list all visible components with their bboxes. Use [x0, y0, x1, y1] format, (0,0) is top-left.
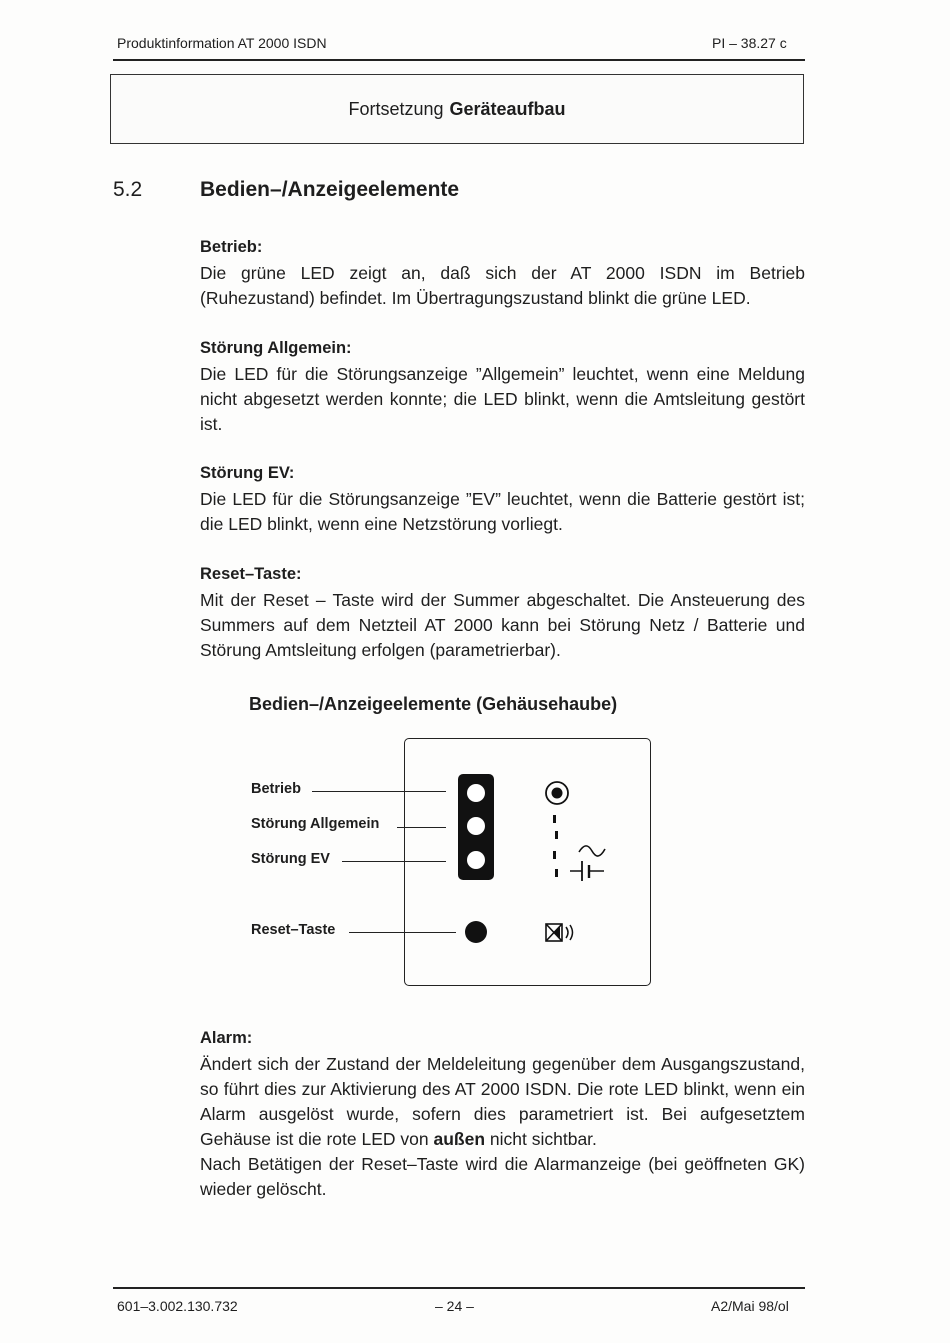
mute-speaker-icon — [543, 920, 579, 946]
label-betrieb: Betrieb — [251, 781, 304, 797]
block-reset-taste — [200, 562, 805, 663]
footer-doc-number: 601–3.002.130.732 — [117, 1298, 238, 1314]
block-text: Die grüne LED zeigt an, daß sich der AT 2000 ISDN im Betrieb (Ruhezustand) befindet. Im Übertragungszustand blinkt die grüne LED. — [200, 263, 805, 308]
block-heading: Reset–Taste: — [200, 565, 302, 583]
alarm-text-part2: nicht sichtbar. — [489, 1129, 597, 1149]
block-heading: Störung Allgemein: — [200, 339, 352, 357]
block-heading: Betrieb: — [200, 238, 263, 256]
header-title: Produktinformation AT 2000 ISDN — [117, 35, 327, 51]
figure-title: Bedien–/Anzeigeelemente (Gehäusehaube) — [249, 694, 618, 714]
block-stoerung-ev — [200, 461, 805, 537]
led-stoerung-allgemein — [467, 817, 485, 835]
footer-rule — [113, 1287, 805, 1289]
section-title: Bedien–/Anzeigeelemente — [200, 178, 460, 201]
label-stoerung-allgemein: Störung Allgemein — [251, 816, 382, 832]
header-rule — [113, 59, 805, 61]
continuation-banner — [110, 74, 804, 144]
block-text: Die LED für die Störungsanzeige ”EV” leuchtet, wenn die Batterie gestört ist; die LED blinkt, wenn eine Netzstörung vorliegt. — [200, 489, 805, 534]
battery-icon — [568, 858, 608, 884]
block-text: Mit der Reset – Taste wird der Summer abgeschaltet. Die Ansteuerung des Summers auf dem Netzteil AT 2000 kann bei Störung Netz / Batterie und Störung Amtsleitung erfolgen (parametrierbar). — [200, 590, 805, 660]
ac-power-icon — [576, 843, 608, 859]
section-number: 5.2 — [113, 178, 143, 201]
block-heading: Störung EV: — [200, 464, 295, 482]
page-number: – 24 – — [435, 1298, 474, 1314]
led-strip — [458, 774, 494, 880]
block-stoerung-allgemein — [200, 336, 805, 437]
led-betrieb — [467, 784, 485, 802]
operation-symbol-icon — [542, 778, 572, 808]
alarm-text-part1: Ändert sich der Zustand der Meldeleitung gegenüber dem Ausgangszustand, so führt dies zur Aktivierung des AT 2000 ISDN. Die rote LED blinkt, wenn ein Alarm ausgelöst wurde, sofern dies parametriert ist. Bei aufgesetztem Gehäuse ist die rote LED von — [200, 1054, 805, 1149]
housing-cover-panel — [404, 738, 651, 986]
banner-title: Geräteaufbau — [449, 98, 566, 119]
alarm-text-emphasis: außen — [433, 1129, 486, 1149]
banner-prefix: Fortsetzung — [348, 98, 444, 119]
alarm-text-reset: Nach Betätigen der Reset–Taste wird die Alarmanzeige (bei geöffneten GK) wieder gelöscht. — [200, 1154, 805, 1199]
alarm-text — [200, 1052, 805, 1152]
footer-revision: A2/Mai 98/ol — [711, 1298, 789, 1314]
block-alarm — [200, 1026, 805, 1202]
document-id: PI – 38.27 c — [712, 35, 787, 51]
block-text: Die LED für die Störungsanzeige ”Allgemein” leuchtet, wenn eine Meldung nicht abgesetzt werden konnte; die LED blinkt, wenn die Amtsleitung gestört ist. — [200, 364, 805, 434]
dashed-line-icon — [549, 815, 563, 883]
reset-button — [465, 921, 487, 943]
label-stoerung-ev: Störung EV — [251, 851, 333, 867]
block-heading: Alarm: — [200, 1029, 253, 1047]
leader-line-betrieb — [312, 791, 446, 792]
block-betrieb — [200, 235, 805, 311]
leader-line-reset — [349, 932, 456, 933]
leader-line-stoerung-allgemein — [397, 827, 446, 828]
leader-line-stoerung-ev — [342, 861, 446, 862]
label-reset-taste: Reset–Taste — [251, 922, 338, 938]
led-stoerung-ev — [467, 851, 485, 869]
